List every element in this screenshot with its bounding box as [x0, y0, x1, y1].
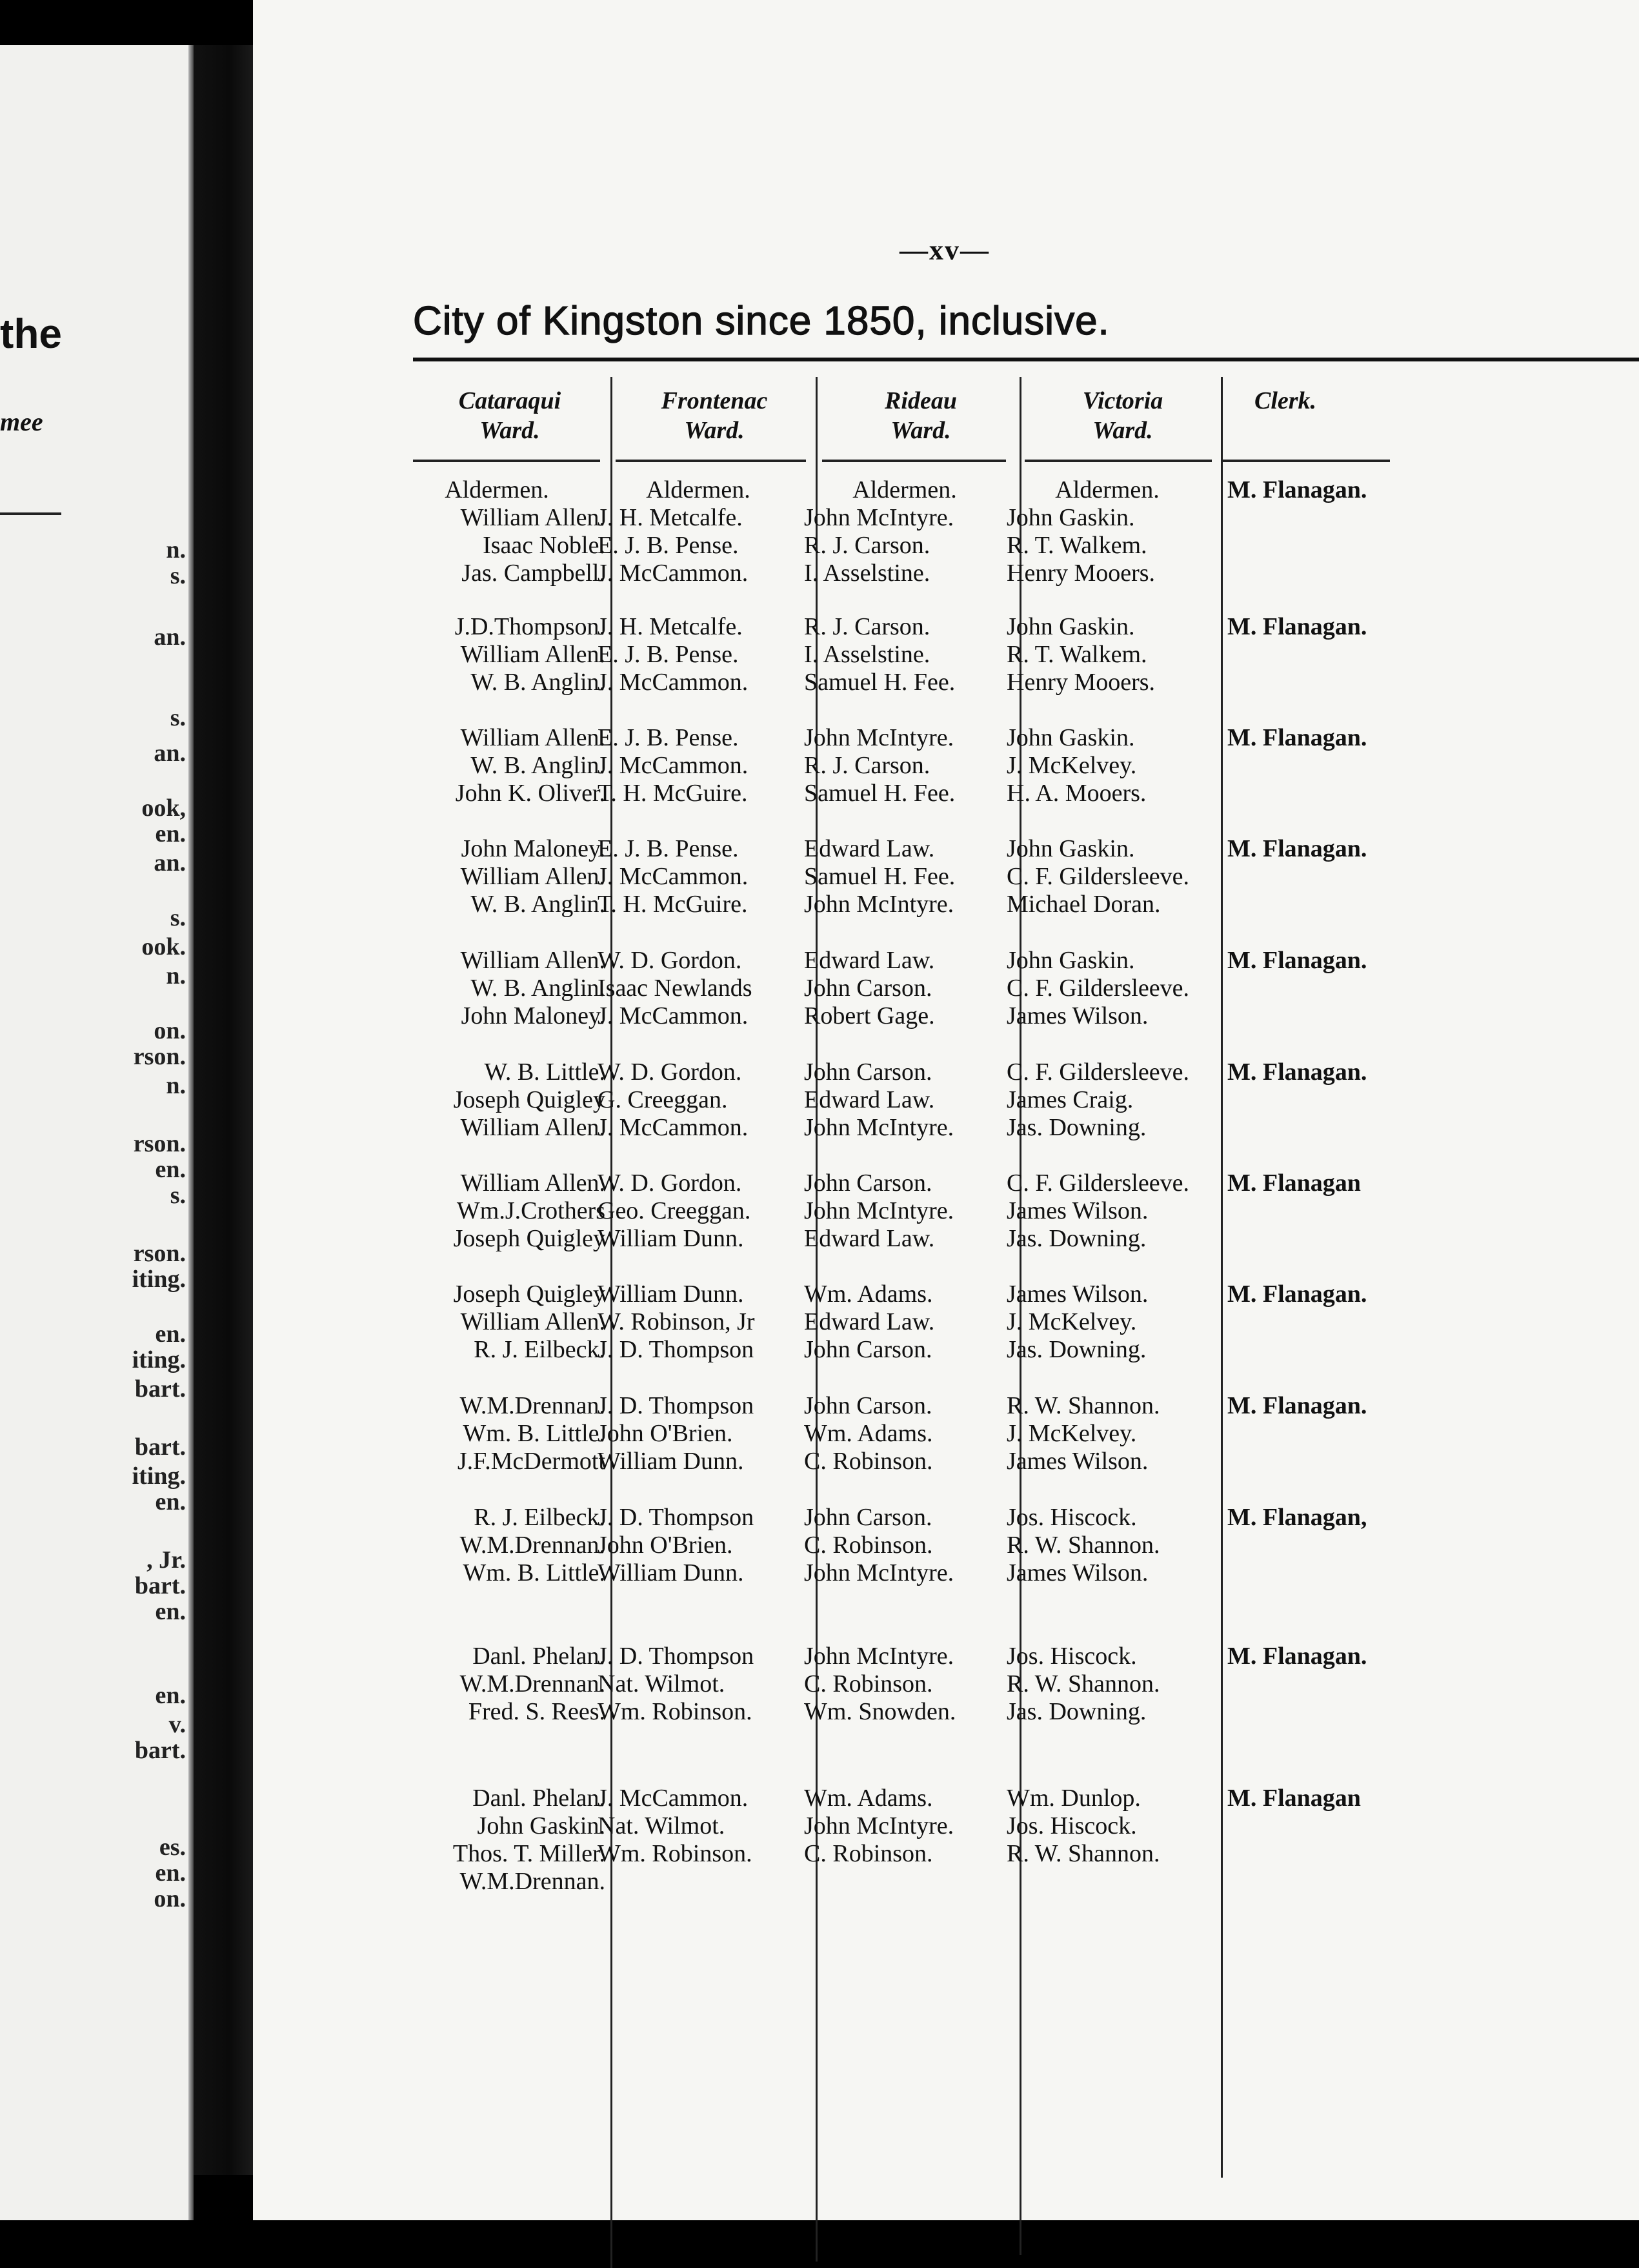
cell-cataraqui: Isaac Noble. — [483, 532, 605, 559]
cell-victoria: Jas. Downing. — [1007, 1225, 1147, 1252]
column-header-cataraqui-line2: Ward. — [479, 417, 540, 444]
title-rule — [413, 358, 1639, 361]
cell-victoria: J. McKelvey. — [1007, 1308, 1137, 1335]
left-page-fragment: on. — [154, 1885, 186, 1912]
cell-frontenac: J. McCammon. — [598, 752, 749, 779]
cell-victoria: James Wilson. — [1007, 1281, 1149, 1308]
cell-cataraqui: Danl. Phelan. — [472, 1643, 605, 1670]
left-facing-page — [0, 45, 194, 2220]
left-page-fragment: s. — [170, 904, 186, 931]
left-page-rule — [0, 512, 61, 515]
header-underline — [822, 460, 1006, 462]
cell-victoria: Jos. Hiscock. — [1007, 1643, 1137, 1670]
cell-frontenac: Nat. Wilmot. — [598, 1812, 725, 1839]
cell-rideau: Samuel H. Fee. — [804, 780, 956, 807]
cell-victoria: Michael Doran. — [1007, 891, 1161, 918]
cell-frontenac: J. D. Thompson — [598, 1504, 754, 1531]
cell-frontenac: E. J. B. Pense. — [598, 724, 739, 751]
left-page-fragment: rson. — [133, 1240, 186, 1267]
left-page-fragment: es. — [159, 1834, 186, 1861]
cell-victoria: James Wilson. — [1007, 1559, 1149, 1586]
cell-frontenac: E. J. B. Pense. — [598, 835, 739, 862]
left-page-fragment-italic: mee — [0, 407, 43, 436]
cell-frontenac: John O'Brien. — [598, 1420, 733, 1447]
cell-victoria: C. F. Gildersleeve. — [1007, 1058, 1189, 1086]
cell-victoria: Henry Mooers. — [1007, 669, 1156, 696]
left-page-fragment: iting. — [132, 1346, 186, 1373]
left-page-fragment: en. — [155, 1156, 186, 1183]
cell-victoria: Jos. Hiscock. — [1007, 1812, 1137, 1839]
book-gutter — [194, 45, 253, 2175]
cell-cataraqui: W. B. Anglin. — [470, 669, 605, 696]
left-page-fragment: bart. — [134, 1433, 186, 1461]
left-page-fragment: on. — [154, 1017, 186, 1044]
left-page-fragment: n. — [166, 536, 186, 563]
left-page-fragment: en. — [155, 1598, 186, 1625]
document-page — [253, 0, 1639, 2220]
cell-rideau: Wm. Snowden. — [804, 1698, 956, 1725]
cell-frontenac: T. H. McGuire. — [598, 780, 748, 807]
header-underline — [616, 460, 806, 462]
column-header-clerk — [1221, 386, 1350, 416]
cell-cataraqui: John K. Oliver. — [455, 780, 605, 807]
cell-victoria: J. McKelvey. — [1007, 1420, 1137, 1447]
cell-frontenac: Wm. Robinson. — [598, 1840, 752, 1867]
cell-victoria: James Wilson. — [1007, 1448, 1149, 1475]
header-underline — [1222, 460, 1390, 462]
cell-rideau: Wm. Adams. — [804, 1420, 933, 1447]
left-page-fragment: ook. — [141, 933, 186, 960]
left-page-fragment: , Jr. — [146, 1546, 186, 1574]
cell-victoria: John Gaskin. — [1007, 613, 1135, 640]
left-page-fragment-heading: the — [0, 310, 62, 357]
cell-cataraqui: William Allen. — [460, 504, 605, 531]
left-page-fragment: iting. — [132, 1463, 186, 1490]
cell-cataraqui: Fred. S. Rees. — [468, 1698, 605, 1725]
page-title: City of Kingston since 1850, inclusive. — [413, 299, 1110, 343]
cell-rideau: Samuel H. Fee. — [804, 669, 956, 696]
cell-frontenac: J. D. Thompson — [598, 1643, 754, 1670]
column-header-rideau-line1: Rideau — [885, 387, 957, 414]
header-underline — [1025, 460, 1212, 462]
cell-victoria: Jas. Downing. — [1007, 1114, 1147, 1141]
cell-frontenac: W. D. Gordon. — [598, 947, 742, 974]
cell-rideau: R. J. Carson. — [804, 532, 930, 559]
cell-frontenac: Aldermen. — [646, 476, 750, 503]
cell-rideau: Wm. Adams. — [804, 1281, 933, 1308]
cell-frontenac: W. D. Gordon. — [598, 1169, 742, 1197]
cell-rideau: John Carson. — [804, 1169, 932, 1197]
left-page-fragment: ook, — [141, 795, 186, 822]
cell-clerk: M. Flanagan. — [1227, 1392, 1367, 1419]
cell-frontenac: J. D. Thompson — [598, 1336, 754, 1363]
cell-cataraqui: Jas. Campbell. — [461, 560, 605, 587]
cell-rideau: R. J. Carson. — [804, 752, 930, 779]
cell-cataraqui: W. B. Anglin. — [470, 752, 605, 779]
page-number: —xv— — [900, 234, 990, 266]
cell-cataraqui: John Maloney. — [461, 835, 605, 862]
cell-cataraqui: W.M.Drennan. — [459, 1868, 605, 1895]
cell-clerk: M. Flanagan. — [1227, 835, 1367, 862]
cell-rideau: C. Robinson. — [804, 1532, 933, 1559]
cell-victoria: H. A. Mooers. — [1007, 780, 1147, 807]
cell-frontenac: William Dunn. — [598, 1225, 744, 1252]
cell-rideau: John McIntyre. — [804, 1812, 954, 1839]
cell-cataraqui: R. J. Eilbeck. — [474, 1336, 605, 1363]
column-header-victoria-line2: Ward. — [1092, 417, 1153, 444]
cell-cataraqui: William Allen. — [460, 947, 605, 974]
cell-cataraqui: William Allen. — [460, 641, 605, 668]
cell-victoria: Jas. Downing. — [1007, 1336, 1147, 1363]
cell-victoria: James Wilson. — [1007, 1197, 1149, 1224]
column-header-victoria — [1026, 386, 1220, 445]
cell-frontenac: Nat. Wilmot. — [598, 1670, 725, 1697]
cell-frontenac: John O'Brien. — [598, 1532, 733, 1559]
cell-frontenac: William Dunn. — [598, 1559, 744, 1586]
cell-rideau: John McIntyre. — [804, 1643, 954, 1670]
cell-cataraqui: W. B. Little. — [484, 1058, 605, 1086]
left-page-edge — [188, 45, 194, 2220]
cell-cataraqui: William Allen. — [460, 863, 605, 890]
cell-rideau: Samuel H. Fee. — [804, 863, 956, 890]
left-page-fragment: rson. — [133, 1043, 186, 1070]
cell-victoria: John Gaskin. — [1007, 835, 1135, 862]
cell-cataraqui: Wm. B. Little. — [463, 1420, 605, 1447]
left-page-fragment: s. — [170, 704, 186, 731]
cell-rideau: Edward Law. — [804, 1308, 935, 1335]
cell-rideau: Edward Law. — [804, 1225, 935, 1252]
cell-cataraqui: W.M.Drennan. — [459, 1392, 605, 1419]
cell-cataraqui: William Allen. — [460, 1114, 605, 1141]
cell-frontenac: Geo. Creeggan. — [598, 1197, 751, 1224]
cell-victoria: C. F. Gildersleeve. — [1007, 863, 1189, 890]
left-page-fragment: an. — [154, 849, 186, 876]
cell-frontenac: Isaac Newlands — [598, 975, 752, 1002]
cell-clerk: M. Flanagan. — [1227, 613, 1367, 640]
cell-victoria: J. McKelvey. — [1007, 752, 1137, 779]
left-page-fragment: bart. — [134, 1572, 186, 1599]
cell-victoria: R. W. Shannon. — [1007, 1532, 1160, 1559]
cell-rideau: John Carson. — [804, 1336, 932, 1363]
cell-frontenac: William Dunn. — [598, 1448, 744, 1475]
cell-victoria: John Gaskin. — [1007, 724, 1135, 751]
cell-frontenac: W. Robinson, Jr — [598, 1308, 755, 1335]
cell-victoria: R. W. Shannon. — [1007, 1392, 1160, 1419]
cell-clerk: M. Flanagan — [1227, 1785, 1361, 1812]
column-header-clerk-line1: Clerk. — [1254, 387, 1317, 414]
left-page-fragment: an. — [154, 740, 186, 767]
left-page-fragment: n. — [166, 1072, 186, 1099]
cell-rideau: R. J. Carson. — [804, 613, 930, 640]
left-page-fragment: en. — [155, 1859, 186, 1887]
cell-clerk: M. Flanagan. — [1227, 1281, 1367, 1308]
cell-victoria: Wm. Dunlop. — [1007, 1785, 1141, 1812]
cell-rideau: Edward Law. — [804, 835, 935, 862]
column-header-cataraqui — [413, 386, 607, 445]
column-header-frontenac — [614, 386, 814, 445]
cell-rideau: John McIntyre. — [804, 1114, 954, 1141]
cell-cataraqui: Danl. Phelan. — [472, 1785, 605, 1812]
cell-cataraqui: William Allen. — [460, 724, 605, 751]
cell-rideau: Aldermen. — [852, 476, 957, 503]
cell-clerk: M. Flanagan. — [1227, 1643, 1367, 1670]
cell-cataraqui: Wm. B. Little. — [463, 1559, 605, 1586]
cell-cataraqui: J.F.McDermott — [457, 1448, 605, 1475]
cell-victoria: John Gaskin. — [1007, 504, 1135, 531]
cell-victoria: R. W. Shannon. — [1007, 1670, 1160, 1697]
left-page-fragment: s. — [170, 1182, 186, 1209]
cell-victoria: R. T. Walkem. — [1007, 641, 1147, 668]
cell-frontenac: J. H. Metcalfe. — [598, 613, 743, 640]
cell-clerk: M. Flanagan. — [1227, 947, 1367, 974]
cell-frontenac: J. McCammon. — [598, 1114, 749, 1141]
cell-victoria: R. W. Shannon. — [1007, 1840, 1160, 1867]
cell-cataraqui: Joseph Quigley — [453, 1086, 605, 1113]
column-header-rideau — [824, 386, 1018, 445]
cell-rideau: C. Robinson. — [804, 1840, 933, 1867]
left-page-fragment: en. — [155, 1682, 186, 1709]
column-header-rideau-line2: Ward. — [890, 417, 951, 444]
cell-frontenac: G. Creeggan. — [598, 1086, 728, 1113]
cell-rideau: Robert Gage. — [804, 1002, 935, 1029]
cell-frontenac: W. D. Gordon. — [598, 1058, 742, 1086]
left-page-fragment: an. — [154, 623, 186, 651]
cell-victoria: Jas. Downing. — [1007, 1698, 1147, 1725]
cell-frontenac: William Dunn. — [598, 1281, 744, 1308]
cell-cataraqui: W. B. Anglin. — [470, 891, 605, 918]
cell-rideau: John Carson. — [804, 1504, 932, 1531]
cell-frontenac: J. McCammon. — [598, 1785, 749, 1812]
cell-victoria: Henry Mooers. — [1007, 560, 1156, 587]
left-page-fragment: rson. — [133, 1130, 186, 1157]
cell-frontenac: E. J. B. Pense. — [598, 532, 739, 559]
cell-rideau: John Carson. — [804, 1058, 932, 1086]
cell-clerk: M. Flanagan. — [1227, 724, 1367, 751]
cell-clerk: M. Flanagan. — [1227, 1058, 1367, 1086]
column-header-frontenac-line1: Frontenac — [661, 387, 768, 414]
cell-rideau: John McIntyre. — [804, 891, 954, 918]
left-page-fragment: en. — [155, 1488, 186, 1515]
left-page-fragment: s. — [170, 562, 186, 589]
column-header-frontenac-line2: Ward. — [684, 417, 745, 444]
cell-frontenac: J. H. Metcalfe. — [598, 504, 743, 531]
cell-cataraqui: R. J. Eilbeck. — [474, 1504, 605, 1531]
cell-frontenac: J. McCammon. — [598, 863, 749, 890]
cell-rideau: John McIntyre. — [804, 724, 954, 751]
cell-cataraqui: Joseph Quigley — [453, 1225, 605, 1252]
left-page-fragment: iting. — [132, 1266, 186, 1293]
cell-clerk: M. Flanagan — [1227, 1169, 1361, 1197]
column-header-victoria-line1: Victoria — [1082, 387, 1163, 414]
cell-cataraqui: W.M.Drennan. — [459, 1670, 605, 1697]
cell-frontenac: J. D. Thompson — [598, 1392, 754, 1419]
cell-cataraqui: Joseph Quigley — [453, 1281, 605, 1308]
cell-clerk: M. Flanagan. — [1227, 476, 1367, 503]
left-page-fragment: en. — [155, 1321, 186, 1348]
cell-cataraqui: John Maloney. — [461, 1002, 605, 1029]
cell-rideau: John McIntyre. — [804, 504, 954, 531]
cell-rideau: I. Asselstine. — [804, 641, 930, 668]
left-page-fragment: n. — [166, 962, 186, 989]
cell-cataraqui: J.D.Thompson. — [454, 613, 605, 640]
left-page-fragment: v. — [168, 1711, 186, 1738]
cell-cataraqui: Aldermen. — [445, 476, 549, 503]
cell-rideau: Wm. Adams. — [804, 1785, 933, 1812]
cell-rideau: John McIntyre. — [804, 1559, 954, 1586]
cell-frontenac: T. H. McGuire. — [598, 891, 748, 918]
column-separator — [1221, 377, 1223, 2178]
cell-cataraqui: John Gaskin. — [477, 1812, 605, 1839]
cell-frontenac: Wm. Robinson. — [598, 1698, 752, 1725]
left-page-fragment: bart. — [134, 1737, 186, 1764]
cell-rideau: John Carson. — [804, 975, 932, 1002]
cell-cataraqui: William Allen. — [460, 1169, 605, 1197]
cell-victoria: Jos. Hiscock. — [1007, 1504, 1137, 1531]
cell-victoria: C. F. Gildersleeve. — [1007, 975, 1189, 1002]
cell-cataraqui: Thos. T. Miller. — [452, 1840, 605, 1867]
cell-frontenac: J. McCammon. — [598, 1002, 749, 1029]
cell-frontenac: J. McCammon. — [598, 560, 749, 587]
cell-victoria: R. T. Walkem. — [1007, 532, 1147, 559]
cell-rideau: John Carson. — [804, 1392, 932, 1419]
cell-victoria: James Craig. — [1007, 1086, 1134, 1113]
left-page-fragment: en. — [155, 820, 186, 847]
cell-victoria: Aldermen. — [1055, 476, 1160, 503]
cell-cataraqui: W.M.Drennan. — [459, 1532, 605, 1559]
cell-victoria: James Wilson. — [1007, 1002, 1149, 1029]
cell-rideau: John McIntyre. — [804, 1197, 954, 1224]
cell-rideau: Edward Law. — [804, 947, 935, 974]
cell-cataraqui: Wm.J.Crothers — [456, 1197, 605, 1224]
cell-frontenac: E. J. B. Pense. — [598, 641, 739, 668]
cell-rideau: I. Asselstine. — [804, 560, 930, 587]
header-underline — [413, 460, 600, 462]
cell-cataraqui: William Allen. — [460, 1308, 605, 1335]
cell-frontenac: J. McCammon. — [598, 669, 749, 696]
left-page-fragment: bart. — [134, 1375, 186, 1402]
cell-rideau: C. Robinson. — [804, 1448, 933, 1475]
cell-victoria: C. F. Gildersleeve. — [1007, 1169, 1189, 1197]
cell-clerk: M. Flanagan, — [1227, 1504, 1367, 1531]
cell-rideau: Edward Law. — [804, 1086, 935, 1113]
column-header-cataraqui-line1: Cataraqui — [458, 387, 561, 414]
cell-cataraqui: W. B. Anglin. — [470, 975, 605, 1002]
cell-victoria: John Gaskin. — [1007, 947, 1135, 974]
cell-rideau: C. Robinson. — [804, 1670, 933, 1697]
